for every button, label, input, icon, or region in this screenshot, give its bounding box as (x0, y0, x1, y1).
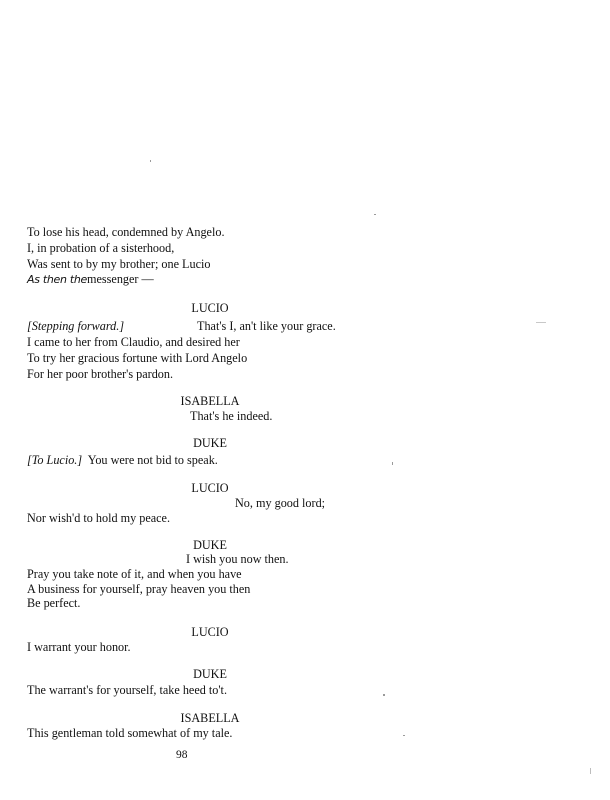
stage-direction: [To Lucio.] (27, 453, 83, 467)
speaker-name: LUCIO (191, 301, 229, 315)
speech-line: To try her gracious fortune with Lord Angelo (27, 351, 248, 365)
scan-speck (536, 322, 546, 323)
speech-line: I came to her from Claudio, and desired her (27, 335, 240, 349)
speaker-name: DUKE (193, 538, 227, 552)
speech-text: You were not bid to speak. (87, 453, 218, 467)
speaker-name: DUKE (193, 436, 227, 450)
speech-line: That's I, an't like your grace. (197, 319, 336, 333)
speech-line: I warrant your honor. (27, 640, 131, 654)
scan-speck (392, 462, 393, 465)
speech-line: I, in probation of a sisterhood, (27, 241, 175, 255)
speech-line-directed (27, 453, 218, 468)
speech-line: I wish you now then. (186, 552, 289, 566)
speech-line: To lose his head, condemned by Angelo. (27, 225, 225, 239)
speaker-name: LUCIO (191, 625, 229, 639)
scan-speck (374, 214, 376, 215)
scan-speck (403, 735, 405, 736)
speech-line: That's he indeed. (190, 409, 273, 423)
speech-line: Nor wish'd to hold my peace. (27, 511, 171, 525)
speech-line: No, my good lord; (235, 496, 326, 510)
speech-text: messenger — (87, 272, 154, 286)
speech-line: Pray you take note of it, and when you have (27, 567, 242, 581)
scan-speck (150, 160, 151, 162)
speech-line: This gentleman told somewhat of my tale. (27, 726, 233, 740)
speaker-name: ISABELLA (180, 711, 240, 725)
scan-speck (383, 694, 385, 696)
speech-line: For her poor brother's pardon. (27, 367, 174, 381)
speech-line: Be perfect. (27, 596, 81, 610)
speech-line-annotated (27, 272, 154, 287)
stage-direction: [Stepping forward.] (27, 319, 125, 333)
speaker-name: LUCIO (191, 481, 229, 495)
speaker-name: DUKE (193, 667, 227, 681)
page-number: 98 (176, 749, 188, 761)
speech-line: Was sent to by my brother; one Lucio (27, 257, 211, 271)
speaker-name: ISABELLA (180, 394, 240, 408)
speech-line: A business for yourself, pray heaven you then (27, 582, 251, 596)
scan-speck (590, 768, 591, 774)
speech-line: The warrant's for yourself, take heed to't. (27, 683, 227, 697)
handwritten-annotation: As then the (27, 273, 88, 286)
